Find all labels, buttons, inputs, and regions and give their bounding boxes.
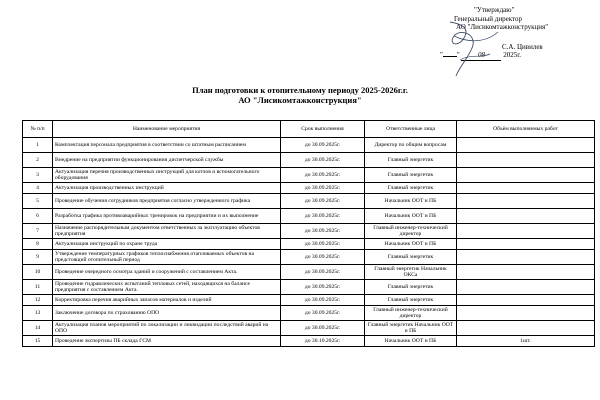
row-responsible: Начальник ООТ и ПБ (365, 209, 457, 224)
row-name: Проведение очередного осмотра зданий и сооружений с составлением Акта. (53, 265, 281, 280)
row-num: 5 (23, 194, 53, 209)
row-volume (457, 224, 595, 239)
table-row (23, 194, 595, 209)
row-num: 2 (23, 153, 53, 168)
row-responsible: Главный инженер-технический директор (365, 224, 457, 239)
row-num: 11 (23, 280, 53, 295)
plan-table (22, 120, 595, 347)
row-num: 12 (23, 295, 53, 306)
table-body (23, 138, 595, 347)
row-name: Назначение распорядительным документом ответственных за эксплуатацию объектов предприятия (53, 224, 281, 239)
row-deadline: до 30.09.2025г. (281, 153, 365, 168)
row-responsible: Начальник ООТ и ПБ (365, 336, 457, 347)
row-volume (457, 239, 595, 250)
table-row (23, 295, 595, 306)
row-num: 13 (23, 306, 53, 321)
row-deadline: до 30.09.2025г. (281, 183, 365, 194)
row-volume (457, 194, 595, 209)
row-deadline: до 30.09.2025г. (281, 250, 365, 265)
row-num: 7 (23, 224, 53, 239)
row-name: Актуализация перечня производственных инструкций для котлов и вспомогательного оборудования (53, 168, 281, 183)
row-deadline: до 30.09.2025г. (281, 265, 365, 280)
row-deadline: до 30.09.2025г. (281, 224, 365, 239)
row-deadline: до 30.09.2025г. (281, 168, 365, 183)
row-volume (457, 138, 595, 153)
row-volume: 1шт. (457, 336, 595, 347)
row-num: 8 (23, 239, 53, 250)
row-responsible: Главный энергетик (365, 250, 457, 265)
approval-company: АО "Лисикомтажконструкция" (456, 23, 549, 32)
row-deadline: до 30.09.2025г. (281, 194, 365, 209)
approval-position: Генеральный директор (454, 14, 522, 23)
row-num: 15 (23, 336, 53, 347)
row-deadline: до 30.09.2025г. (281, 138, 365, 153)
row-name: Проведение обучения сотрудников предприятия согласно утвержденного графика (53, 194, 281, 209)
approval-date: " " 08 2025г. (440, 51, 522, 60)
header-deadline: Срок выполнения (281, 121, 365, 138)
row-num: 4 (23, 183, 53, 194)
row-name: Внедрение на предприятии функционирования диспетчерской службы (53, 153, 281, 168)
row-responsible: Главный энергетик (365, 153, 457, 168)
row-volume (457, 153, 595, 168)
table-row (23, 168, 595, 183)
row-deadline: до 30.10.2025г. (281, 336, 365, 347)
row-name: Корректировка перечня аварийных запасов материалов и изделий (53, 295, 281, 306)
row-num: 6 (23, 209, 53, 224)
row-name: Проведение гидравлических испытаний тепловых сетей, находящихся на балансе предприятия с составлением Акта. (53, 280, 281, 295)
row-volume (457, 209, 595, 224)
row-deadline: до 30.09.2025г. (281, 209, 365, 224)
row-responsible: Главный энергетик (365, 295, 457, 306)
row-volume (457, 265, 595, 280)
row-volume (457, 168, 595, 183)
row-responsible: Главный энергетик Начальник ООТ и ПБ (365, 321, 457, 336)
header-name: Наименование мероприятия (53, 121, 281, 138)
row-name: Актуализация инструкций по охране труда (53, 239, 281, 250)
row-num: 10 (23, 265, 53, 280)
handwritten-signature (420, 14, 510, 84)
row-volume (457, 306, 595, 321)
approval-date-month-value: 08 (477, 51, 485, 60)
header-num: № п/п (23, 121, 53, 138)
table-row (23, 153, 595, 168)
row-num: 9 (23, 250, 53, 265)
document-title-line1: План подготовки к отопительному периоду 2025-2026г.г. (192, 85, 408, 95)
row-volume (457, 280, 595, 295)
row-responsible: Главный инженер-технический директор (365, 306, 457, 321)
row-deadline: до 30.09.2025г. (281, 295, 365, 306)
header-volume: Объём выполняемых работ (457, 121, 595, 138)
table-row (23, 250, 595, 265)
row-name: Заключение договора по страхованию ОПО (53, 306, 281, 321)
row-deadline: до 30.09.2025г. (281, 321, 365, 336)
row-name: Разработка графика противоаварийных тренировок на предприятии и их выполнение (53, 209, 281, 224)
row-deadline: до 30.09.2025г. (281, 239, 365, 250)
row-name: Актуализация планов мероприятий по локализации и ликвидации последствий аварий на ОПО (53, 321, 281, 336)
row-name: Комплектация персонала предприятия в соответствии со штатным расписанием (53, 138, 281, 153)
row-responsible: Начальник ООТ и ПБ (365, 194, 457, 209)
document-title-line2: АО "Лисикомтажконструкция" (238, 94, 362, 105)
row-volume (457, 295, 595, 306)
document-title (90, 86, 510, 105)
table-row (23, 280, 595, 295)
table-header-row (23, 121, 595, 138)
row-volume (457, 250, 595, 265)
row-responsible: Главный энергетик Начальник ОКСа (365, 265, 457, 280)
table-row (23, 183, 595, 194)
row-name: Проведение экспертизы ПБ склада ГСМ (53, 336, 281, 347)
table-row (23, 224, 595, 239)
row-volume (457, 183, 595, 194)
row-responsible: Директор по общим вопросам (365, 138, 457, 153)
approval-date-quote: " (440, 51, 443, 60)
table-row (23, 239, 595, 250)
table-row (23, 209, 595, 224)
table-row (23, 321, 595, 336)
header-responsible: Ответственные лица (365, 121, 457, 138)
table-row (23, 306, 595, 321)
approval-date-year: 2025г. (503, 51, 522, 60)
approval-signer: С.А. Цивилев (502, 42, 543, 51)
table-row (23, 138, 595, 153)
row-responsible: Главный энергетик (365, 280, 457, 295)
row-num: 3 (23, 168, 53, 183)
row-name: Утверждение температурных графиков теплоснабжения отапливаемых объектов на предстоящий отопительный период (53, 250, 281, 265)
row-volume (457, 321, 595, 336)
approval-title: "Утверждаю" (474, 6, 515, 14)
row-num: 14 (23, 321, 53, 336)
row-name: Актуализация производственных инструкций (53, 183, 281, 194)
row-num: 1 (23, 138, 53, 153)
table-row (23, 265, 595, 280)
row-deadline: до 30.09.2025г. (281, 280, 365, 295)
row-responsible: Начальник ООТ и ПБ (365, 239, 457, 250)
table-row (23, 336, 595, 347)
row-deadline: до 30.09.2025г. (281, 306, 365, 321)
row-responsible: Главный энергетик (365, 183, 457, 194)
row-responsible: Главный энергетик (365, 168, 457, 183)
